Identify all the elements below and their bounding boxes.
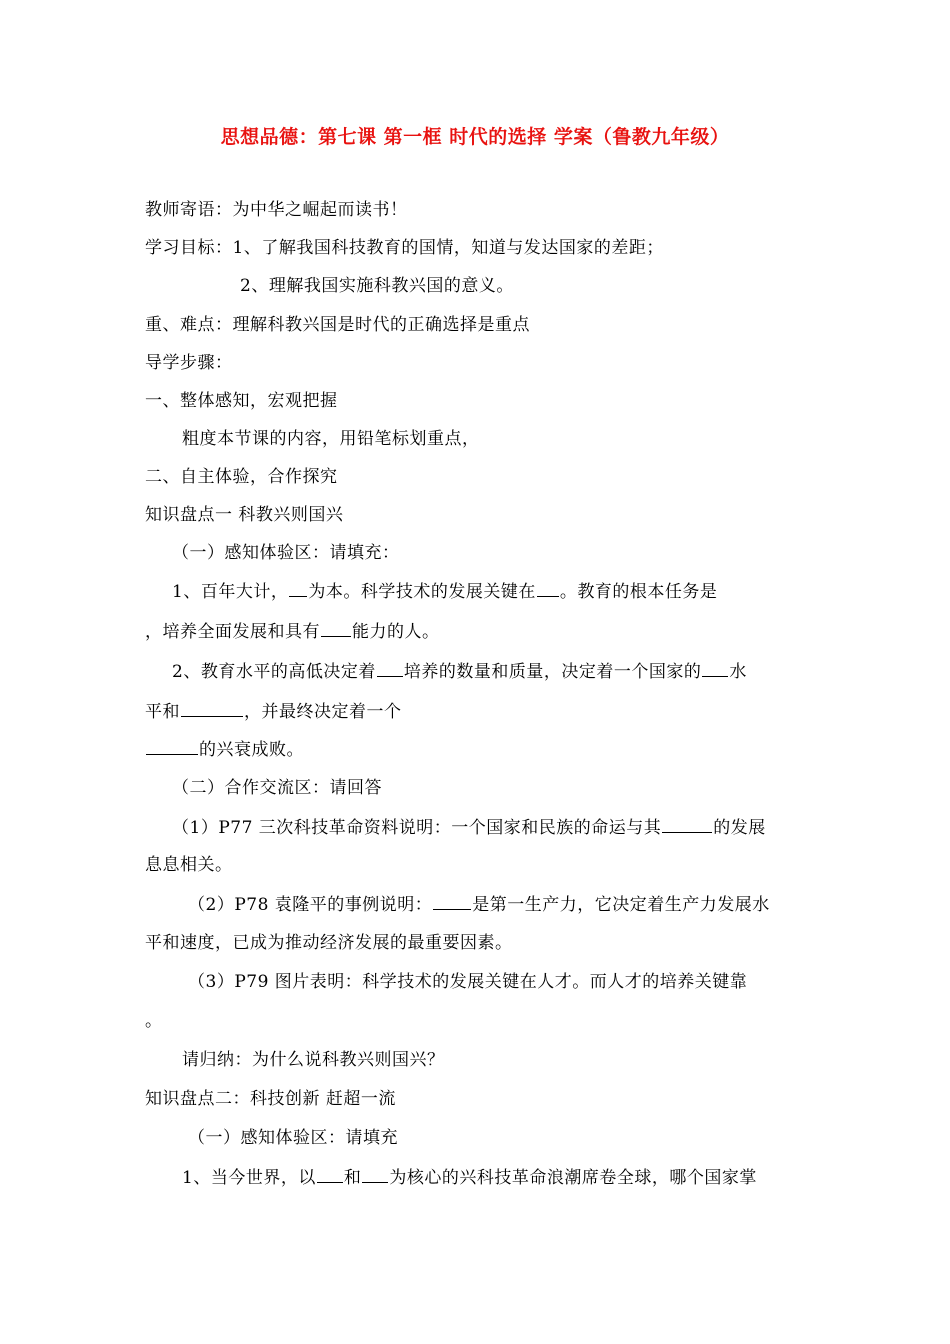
answer-3-line-1: （3）P79 图片表明：科学技术的发展关键在人才。而人才的培养关键靠 xyxy=(188,972,748,992)
fill-blank[interactable] xyxy=(537,579,559,597)
answer-1-text-a: （1）P77 三次科技革命资料说明：一个国家和民族的命运与其 xyxy=(172,818,662,838)
question-2-text-f: 的兴衰成败。 xyxy=(199,740,304,760)
question-2-line-2 xyxy=(145,699,402,724)
question-1-line-1 xyxy=(172,579,717,604)
question-2-text-a: 2、教育水平的高低决定着 xyxy=(172,662,376,682)
question-2-line-1 xyxy=(172,659,747,684)
k2-question-1-text-b: 和 xyxy=(343,1168,362,1188)
fill-blank[interactable] xyxy=(146,737,198,755)
knowledge-point-one: 知识盘点一 科教兴则国兴 xyxy=(145,505,344,525)
section-two-heading: 二、自主体验，合作探究 xyxy=(145,467,338,487)
question-2-text-b: 培养的数量和质量，决定着一个国家的 xyxy=(403,662,702,682)
question-1-text-d: ，培养全面发展和具有 xyxy=(145,622,320,642)
teacher-motto: 教师寄语：为中华之崛起而读书！ xyxy=(145,200,408,220)
question-1-text-b: 为本。科学技术的发展关键在 xyxy=(308,582,536,602)
question-2-line-3 xyxy=(145,737,304,762)
k1-cooperation-area: （二）合作交流区：请回答 xyxy=(172,778,382,798)
answer-1-line-1 xyxy=(172,815,766,840)
section-one-text: 粗度本节课的内容，用铅笔标划重点， xyxy=(182,429,480,449)
answer-2-text-b: 是第一生产力，它决定着生产力发展水 xyxy=(472,895,770,915)
summary-question: 请归纳：为什么说科教兴则国兴？ xyxy=(182,1050,445,1070)
fill-blank[interactable] xyxy=(433,892,471,910)
guide-steps-heading: 导学步骤： xyxy=(145,353,233,373)
question-1-text-e: 能力的人。 xyxy=(352,622,440,642)
question-2-text-d: 平和 xyxy=(145,702,180,722)
answer-3-line-2: 。 xyxy=(145,1011,163,1031)
k2-question-1-text-c: 为核心的兴科技革命浪潮席卷全球，哪个国家掌 xyxy=(389,1168,757,1188)
fill-blank[interactable] xyxy=(321,619,351,637)
section-one-heading: 一、整体感知，宏观把握 xyxy=(145,391,338,411)
fill-blank[interactable] xyxy=(289,579,307,597)
fill-blank[interactable] xyxy=(181,699,243,717)
key-points: 重、难点：理解科教兴国是时代的正确选择是重点 xyxy=(145,315,530,335)
question-2-text-c: 水 xyxy=(729,662,747,682)
answer-1-text-b: 的发展 xyxy=(713,818,766,838)
fill-blank[interactable] xyxy=(377,659,403,677)
fill-blank[interactable] xyxy=(317,1165,343,1183)
fill-blank[interactable] xyxy=(362,1165,388,1183)
answer-2-line-2: 平和速度，已成为推动经济发展的最重要因素。 xyxy=(145,933,513,953)
knowledge-point-two: 知识盘点二：科技创新 赶超一流 xyxy=(145,1089,396,1109)
question-1-text-a: 1、百年大计， xyxy=(172,582,289,602)
fill-blank[interactable] xyxy=(662,815,712,833)
answer-2-text-a: （2）P78 袁隆平的事例说明： xyxy=(188,895,433,915)
question-1-line-2 xyxy=(145,619,440,644)
learning-goal-2: 2、理解我国实施科教兴国的意义。 xyxy=(240,276,514,296)
answer-2-line-1 xyxy=(188,892,770,917)
document-title: 思想品德：第七课 第一框 时代的选择 学案（鲁教九年级） xyxy=(220,126,730,148)
answer-1-line-2: 息息相关。 xyxy=(145,855,233,875)
k2-question-1-line-1 xyxy=(182,1165,757,1190)
question-1-text-c: 。教育的根本任务是 xyxy=(559,582,718,602)
fill-blank[interactable] xyxy=(702,659,728,677)
question-2-text-e: ，并最终决定着一个 xyxy=(244,702,402,722)
learning-goal-1: 学习目标：1、了解我国科技教育的国情，知道与发达国家的差距； xyxy=(145,238,664,258)
k2-perception-area: （一）感知体验区：请填充 xyxy=(188,1128,398,1148)
k1-perception-area: （一）感知体验区：请填充： xyxy=(172,543,400,563)
k2-question-1-text-a: 1、当今世界，以 xyxy=(182,1168,316,1188)
